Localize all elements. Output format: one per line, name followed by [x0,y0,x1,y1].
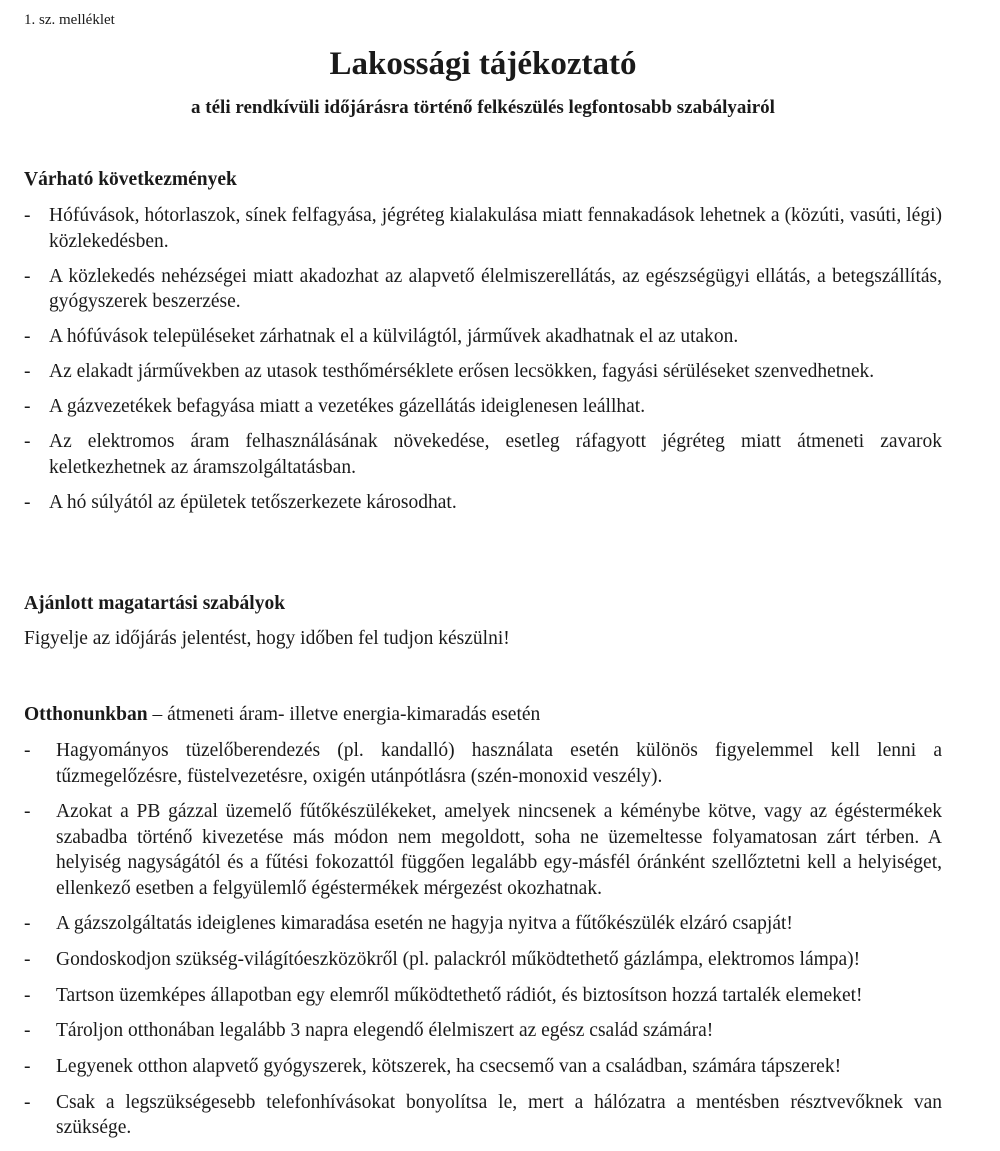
list-item [24,429,942,480]
dash-bullet: - [24,801,31,823]
document-subtitle: a téli rendkívüli időjárásra történő felkészülés legfontosabb szabályairól [191,97,775,118]
dash-bullet: - [24,361,31,382]
list-item [24,738,942,789]
list-item [24,1054,942,1080]
list-item [24,1090,942,1141]
list-item-text: A közlekedés nehézségei miatt akadozhat az alapvető élelmiszerellátás, az egészségügyi ellátás, a betegszállítás, gyógyszerek beszerzése. [49,265,942,312]
consequences-heading: Várható következmények [24,169,237,190]
list-item [24,1018,942,1044]
dash-bullet: - [24,396,31,417]
list-item [24,799,942,901]
list-item-text: A hófúvások településeket zárhatnak el a külvilágtól, járművek akadhatnak el az utakon. [49,326,739,347]
home-heading: Otthonunkban [24,704,148,725]
document-title: Lakossági tájékoztató [329,46,637,82]
list-item-text: A gázvezetékek befagyása miatt a vezetékes gázellátás ideiglenesen leállhat. [49,396,646,417]
rules-heading: Ajánlott magatartási szabályok [24,593,286,614]
list-item-text: Csak a legszükségesebb telefonhívásokat bonyolítsa le, mert a hálózatra a mentésben résztvevőknek van szüksége. [56,1091,942,1139]
list-item [24,264,942,315]
list-item [24,983,942,1009]
dash-bullet: - [24,491,31,513]
dash-bullet: - [24,431,31,452]
dash-bullet: - [24,913,31,935]
list-item-text: Az elakadt járművekben az utasok testhőmérséklete erősen lecsökken, fagyási sérüléseket szenvedhetnek. [49,361,875,382]
home-heading-subtitle: – átmeneti áram- illetve energia-kimaradás esetén [147,704,541,725]
dash-bullet: - [24,984,31,1006]
list-item [24,911,942,937]
annex-label: 1. sz. melléklet [24,12,115,28]
dash-bullet: - [24,740,31,761]
list-item-text: Hófúvások, hótorlaszok, sínek felfagyása, jégréteg kialakulása miatt fennakadások lehetnek a (közúti, vasúti, légi) közlekedésben. [49,205,942,252]
list-item [24,490,942,516]
list-item-text: Legyenek otthon alapvető gyógyszerek, kötszerek, ha csecsemő van a családban, számára tápszerek! [56,1056,842,1078]
list-item-text: Gondoskodjon szükség-világítóeszközökről (pl. palackról működtethető gázlámpa, elektromos lámpa)! [56,949,861,971]
rules-text: Figyelje az időjárás jelentést, hogy időben fel tudjon készülni! [24,628,510,649]
home-heading-line [24,703,540,727]
dash-bullet: - [24,1020,31,1042]
list-item-text: Tartson üzemképes állapotban egy elemről működtethető rádiót, és biztosítson hozzá tartalék elemeket! [56,984,863,1006]
consequences-list [24,203,942,525]
dash-bullet: - [24,949,31,971]
list-item-text: Azokat a PB gázzal üzemelő fűtőkészülékeket, amelyek nincsenek a kéménybe kötve, vagy az égéstermékek szabadba történő kivezetése más módon nem megoldott, soha ne üzemeltesse folyamatosan zárt térben. A helyiség nagyságától és a fűtési fokozattól függően legalább egy-másfél óránként szellőztetni kell a helyiséget, ellenkező esetben a felgyülemlő égéstermékek mérgezést okozhatnak. [56,801,942,899]
list-item [24,359,942,385]
list-item [24,203,942,254]
dash-bullet: - [24,1056,31,1078]
dash-bullet: - [24,205,31,226]
dash-bullet: - [24,265,31,287]
list-item [24,394,942,420]
dash-bullet: - [24,326,31,347]
list-item [24,947,942,973]
list-item-text: A gázszolgáltatás ideiglenes kimaradása esetén ne hagyja nyitva a fűtőkészülék elzáró csapját! [56,913,793,935]
list-item-text: Hagyományos tüzelőberendezés (pl. kandalló) használata esetén különös figyelemmel kell lenni a tűzmegelőzésre, füstelvezetésre, oxigén utánpótlásra (szén-monoxid veszély). [56,740,942,787]
dash-bullet: - [24,1091,31,1113]
home-list [24,738,942,1151]
list-item [24,324,942,350]
list-item-text: Tároljon otthonában legalább 3 napra elegendő élelmiszert az egész család számára! [56,1020,714,1042]
list-item-text: A hó súlyától az épületek tetőszerkezete károsodhat. [49,491,457,513]
list-item-text: Az elektromos áram felhasználásának növekedése, esetleg ráfagyott jégréteg miatt átmeneti zavarok keletkezhetnek az áramszolgáltatásban. [49,431,942,478]
